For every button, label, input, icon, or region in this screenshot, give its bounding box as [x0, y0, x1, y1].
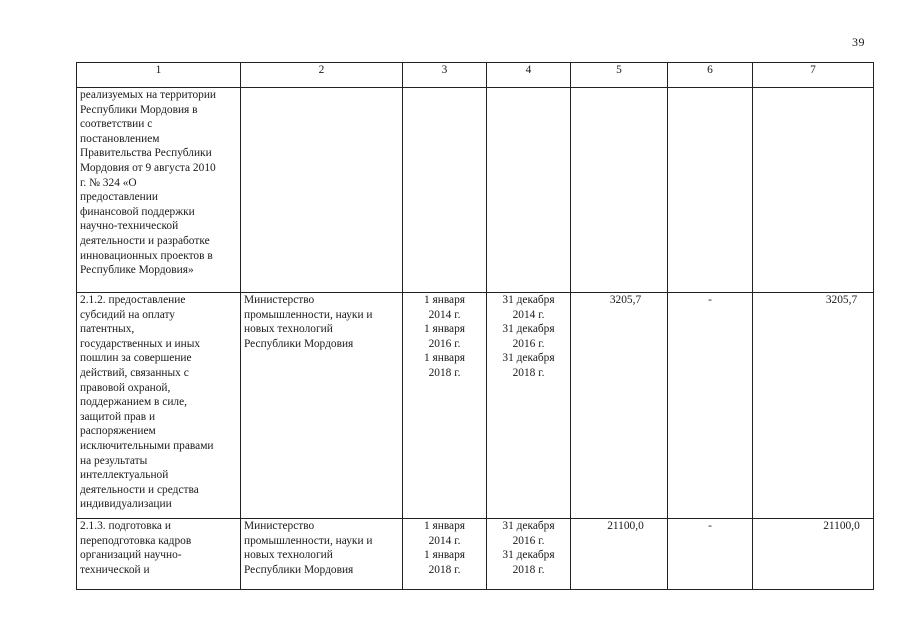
header-row [77, 63, 874, 88]
page-number: 39 [852, 35, 865, 49]
cell-text-line: Министерство [244, 294, 315, 306]
header-cell-3: 3 [403, 63, 487, 88]
cell-activity [77, 293, 241, 519]
cell-text-line: Республики Мордовия в [80, 103, 198, 116]
cell-text-line: переподготовка кадров [80, 534, 192, 547]
cell-empty [487, 88, 571, 293]
header-cell-1: 1 [77, 63, 241, 88]
cell-text-line: 2014 г. [428, 534, 461, 547]
cell-text-line: Республики Мордовия [244, 563, 354, 576]
cell-start-date [403, 293, 487, 519]
cell-text-line: инновационных проектов в [80, 249, 213, 262]
cell-empty [403, 88, 487, 293]
cell-empty [241, 88, 403, 293]
table-row-continuation [77, 88, 874, 293]
header-cell-4: 4 [487, 63, 571, 88]
cell-text-line: промышленности, науки и [244, 534, 373, 547]
cell-text-line: 2014 г. [512, 308, 545, 321]
cell-text-line: распоряжением [80, 425, 156, 438]
cell-executor [241, 293, 403, 519]
cell-text-line: на результаты [80, 454, 148, 467]
header-cell-6: 6 [668, 63, 753, 88]
cell-activity-text [77, 88, 241, 293]
cell-text-line: промышленности, науки и [244, 308, 373, 321]
cell-end-date [487, 519, 571, 590]
cell-text-line: 1 января [423, 294, 466, 306]
cell-empty [571, 88, 668, 293]
cell-text-line: 2.1.2. предоставление [80, 294, 186, 306]
cell-text-line: научно-технической [80, 220, 179, 233]
cell-text-line: защитой прав и [80, 410, 156, 423]
cell-amount-col7: 21100,0 [753, 519, 874, 590]
cell-text-line: 2018 г. [512, 366, 545, 379]
cell-text-line: 31 декабря [502, 352, 555, 365]
header-cell-5: 5 [571, 63, 668, 88]
program-table [76, 62, 874, 590]
cell-text-line: Министерство [244, 520, 315, 532]
cell-text-line: индивидуализации [80, 498, 172, 511]
cell-text-line: 2014 г. [428, 308, 461, 321]
cell-text-line: 2016 г. [428, 337, 461, 350]
cell-amount-col6: - [668, 519, 753, 590]
cell-amount-total: 21100,0 [571, 519, 668, 590]
cell-text-line: финансовой поддержки [80, 205, 195, 218]
cell-text-line: 31 декабря [502, 520, 555, 532]
cell-text-line: 2.1.3. подготовка и [80, 520, 171, 532]
cell-text-line: 1 января [423, 520, 466, 532]
cell-text-line: 1 января [423, 549, 466, 562]
cell-text-line: 2016 г. [512, 337, 545, 350]
cell-text-line: поддержанием в силе, [80, 396, 187, 409]
cell-text-line: Мордовия от 9 августа 2010 [80, 161, 216, 174]
header-cell-2: 2 [241, 63, 403, 88]
cell-text-line: технической и [80, 563, 150, 576]
cell-text-line: Республике Мордовия» [80, 264, 194, 277]
cell-text-line: действий, связанных с [80, 366, 189, 379]
cell-text-line: патентных, [80, 323, 135, 336]
cell-text-line: 2018 г. [428, 563, 461, 576]
cell-text-line: деятельности и средства [80, 483, 199, 496]
cell-text-line: интеллектуальной [80, 469, 169, 482]
cell-text-line: организаций научно- [80, 549, 182, 562]
cell-start-date [403, 519, 487, 590]
cell-text-line: субсидий на оплату [80, 308, 175, 321]
cell-text-line: новых технологий [244, 549, 333, 562]
cell-amount-col7: 3205,7 [753, 293, 874, 519]
cell-end-date [487, 293, 571, 519]
cell-amount-col6: - [668, 293, 753, 519]
cell-text-line: Правительства Республики [80, 147, 212, 160]
cell-text-line: правовой охраной, [80, 381, 171, 394]
cell-text-line: соответствии с [80, 118, 153, 131]
cell-text-line: 1 января [423, 352, 466, 365]
cell-text-line: реализуемых на территории [80, 89, 217, 101]
cell-executor [241, 519, 403, 590]
cell-text-line: исключительными правами [80, 439, 214, 452]
cell-text-line: пошлин за совершение [80, 352, 192, 365]
cell-text-line: государственных и иных [80, 337, 201, 350]
cell-text-line: 2016 г. [512, 534, 545, 547]
cell-text-line: 2018 г. [428, 366, 461, 379]
cell-empty [668, 88, 753, 293]
cell-text-line: деятельности и разработке [80, 234, 210, 247]
cell-activity [77, 519, 241, 590]
cell-text-line: 1 января [423, 323, 466, 336]
cell-text-line: 31 декабря [502, 294, 555, 306]
cell-text-line: новых технологий [244, 323, 333, 336]
cell-text-line: г. № 324 «О [80, 176, 137, 189]
cell-text-line: 31 декабря [502, 323, 555, 336]
header-cell-7: 7 [753, 63, 874, 88]
cell-text-line: 31 декабря [502, 549, 555, 562]
cell-text-line: Республики Мордовия [244, 337, 354, 350]
cell-text-line: предоставлении [80, 191, 158, 204]
table-row [77, 293, 874, 519]
cell-amount-total: 3205,7 [571, 293, 668, 519]
cell-text-line: постановлением [80, 132, 160, 145]
cell-text-line: 2018 г. [512, 563, 545, 576]
table-row [77, 519, 874, 590]
cell-empty [753, 88, 874, 293]
